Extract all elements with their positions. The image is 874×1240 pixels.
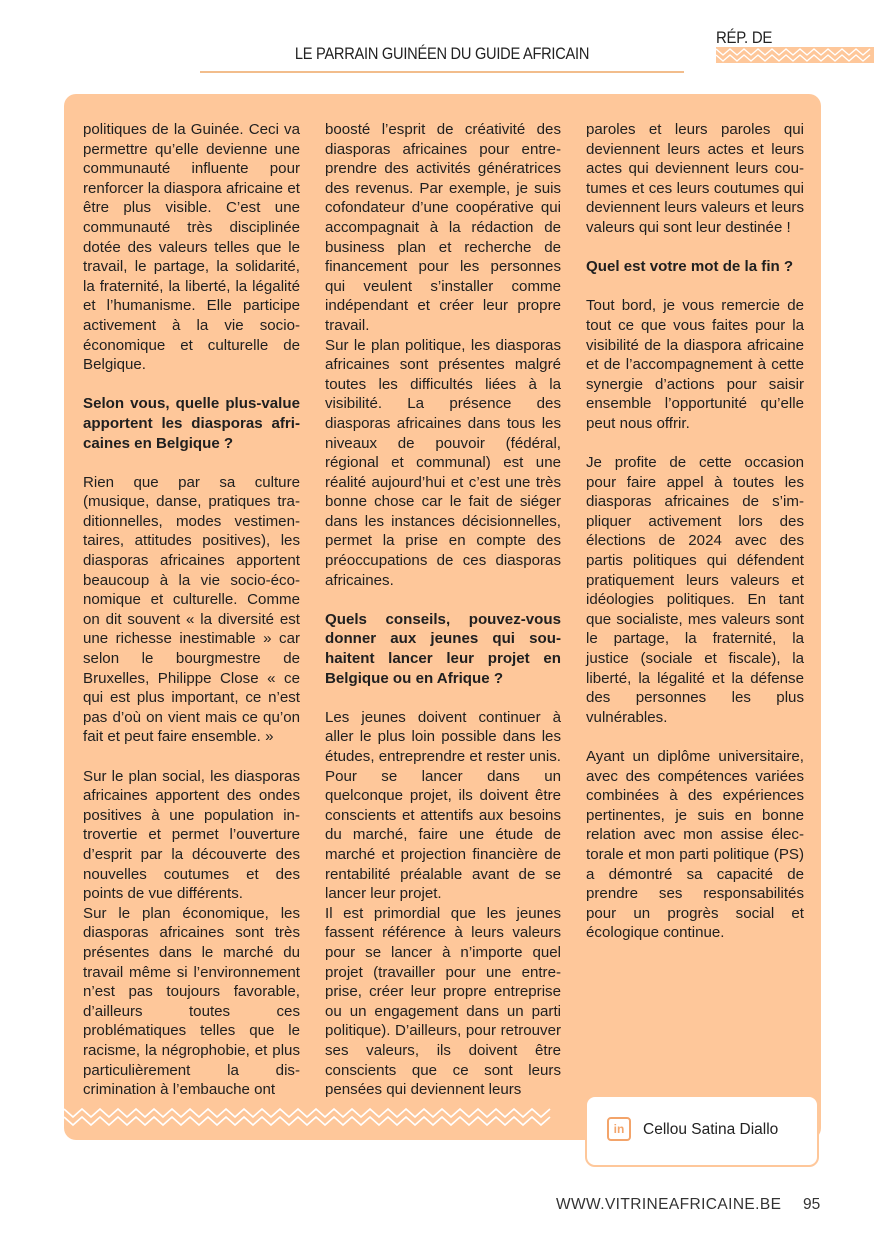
- page-number: 95: [803, 1196, 821, 1213]
- interview-question: Quel est votre mot de la fin ?: [586, 258, 794, 276]
- paragraph: politiques de la Guinée. Ceci va permettre qu’elle devienne une communauté influente pour renforcer la diaspora africaine et être plus visible. C’est une communauté très disciplinée dotée des valeurs telles que le travail, le partage, la solidarité, la fraternité, la liberté, la légalité et l’humanisme. Elle participe activement à la vie socio-économique et culturelle de Belgique.: [83, 121, 300, 374]
- linkedin-icon[interactable]: in: [607, 1117, 631, 1141]
- decorative-zigzag-band: [716, 47, 874, 63]
- interview-question: Selon vous, quelle plus-value apportent les diasporas africaines en Belgique ?: [83, 395, 300, 452]
- paragraph: Tout bord, je vous remercie de tout ce que vous faites pour la visibilité de la diaspora africaine et de l’accompagnement à cette synergie d’actions pour saisir ensemble l’opportunité qu’elle peut nous offrir.: [586, 297, 804, 432]
- interview-question: Quels conseils, pouvez-vous donner aux jeunes qui souhaitent lancer leur projet en Belgique ou en Afrique ?: [325, 610, 561, 687]
- page-header-title: LE PARRAIN GUINÉEN DU GUIDE AFRICAIN: [294, 44, 590, 63]
- paragraph: Je profite de cette occasion pour faire appel à toutes les diasporas africaines de s’impliquer activement lors des élections de 2024 avec des partis politiques qui défendent pratiquement leurs valeurs et idéologies politiques. En tant que socialiste, mes valeurs sont le partage, la fraternité, la justice (sociale et fiscale), la liberté, la légalité et la défense des personnes les plus vulnérables.: [586, 454, 804, 726]
- paragraph: Sur le plan politique, les diasporas africaines sont présentes malgré toutes les difficultés liées à la visibilité. La présence des diasporas africaines dans tous les niveaux de pouvoir (fédéral, régional et communal) est une réalité aujourd’hui et c’est une très bonne chose car le fait de siéger dans les instances décisionnelles, permet la prise en compte des préoccupations de ces diasporas africaines.: [325, 336, 561, 589]
- paragraph: Les jeunes doivent continuer à aller le plus loin possible dans les études, entreprendre et rester unis. Pour se lancer dans un quelconque projet, ils doivent être conscients et attentifs aux besoins du marché, faire une étude de marché et projection financière de rentabilité préalable avant de se lancer leur projet.: [325, 708, 561, 903]
- decorative-zigzag-strip: [64, 1106, 552, 1128]
- paragraph: Ayant un diplôme universitaire, avec des compétences variées combinées à des expériences pertinentes, je suis en bonne relation avec mon assise électorale et mon parti politique (PS) a démontré sa capacité de prendre ses responsabilités pour un progrès social et écologique continue.: [586, 748, 804, 942]
- article-column-1: [83, 120, 300, 1100]
- paragraph: Rien que par sa culture (musique, danse, pratiques traditionnelles, modes vestimentaires, attitudes positives), les diasporas africaines apportent beaucoup à la vie socio-économique et culturelle. Comme on dit souvent « la diversité est une richesse inestimable » car selon le bourgmestre de Bruxelles, Philippe Close « ce qui est plus important, ce n’est pas d’où on vient mais ce qu’on fait et peut faire ensemble. »: [83, 473, 300, 746]
- article-column-3: [586, 120, 804, 943]
- paragraph: paroles et leurs paroles qui deviennent leurs actes et leurs actes qui deviennent leurs coutumes et ces leurs coutumes qui deviennent leurs valeurs et leurs valeurs qui sont leur destinée !: [586, 121, 804, 236]
- article-column-2: [325, 120, 561, 1100]
- paragraph: Sur le plan économique, les diasporas africaines sont très présentes dans le marché du travail même si l’environnement n’est pas toujours favorable, d’ailleurs toutes ces problématiques telles que le racisme, la négrophobie, et plus particulièrement la discrimination à l’embauche ont: [83, 904, 300, 1099]
- country-label: RÉP. DE: [716, 28, 773, 47]
- paragraph: Sur le plan social, les diasporas africaines apportent des ondes positives à une population introvertie et permet l’ouverture d’esprit par la découverte des nouvelles coutumes et des points de vue différents.: [83, 767, 300, 903]
- author-name: Cellou Satina Diallo: [643, 1121, 779, 1138]
- author-card[interactable]: [585, 1095, 819, 1167]
- header-divider: [200, 71, 684, 73]
- paragraph: Il est primordial que les jeunes fassent référence à leurs valeurs pour se lancer à n’importe quel projet (travailler pour une entreprise, créer leur propre entreprise ou un engagement dans un parti politique). D’ailleurs, pour retrouver ses valeurs, ils doivent être conscients que ce sont leurs pensées qui deviennent leurs: [325, 904, 561, 1099]
- website-url[interactable]: WWW.VITRINEAFRICAINE.BE: [556, 1196, 782, 1213]
- paragraph: boosté l’esprit de créativité des diasporas africaines pour entreprendre des activités génératrices des revenus. Par exemple, je suis cofondateur d’une coopérative qui accompagnait à la rédaction de business plan et recherche de financement pour les personnes qui veulent s’installer comme indépendant et créer leur propre travail.: [325, 121, 561, 334]
